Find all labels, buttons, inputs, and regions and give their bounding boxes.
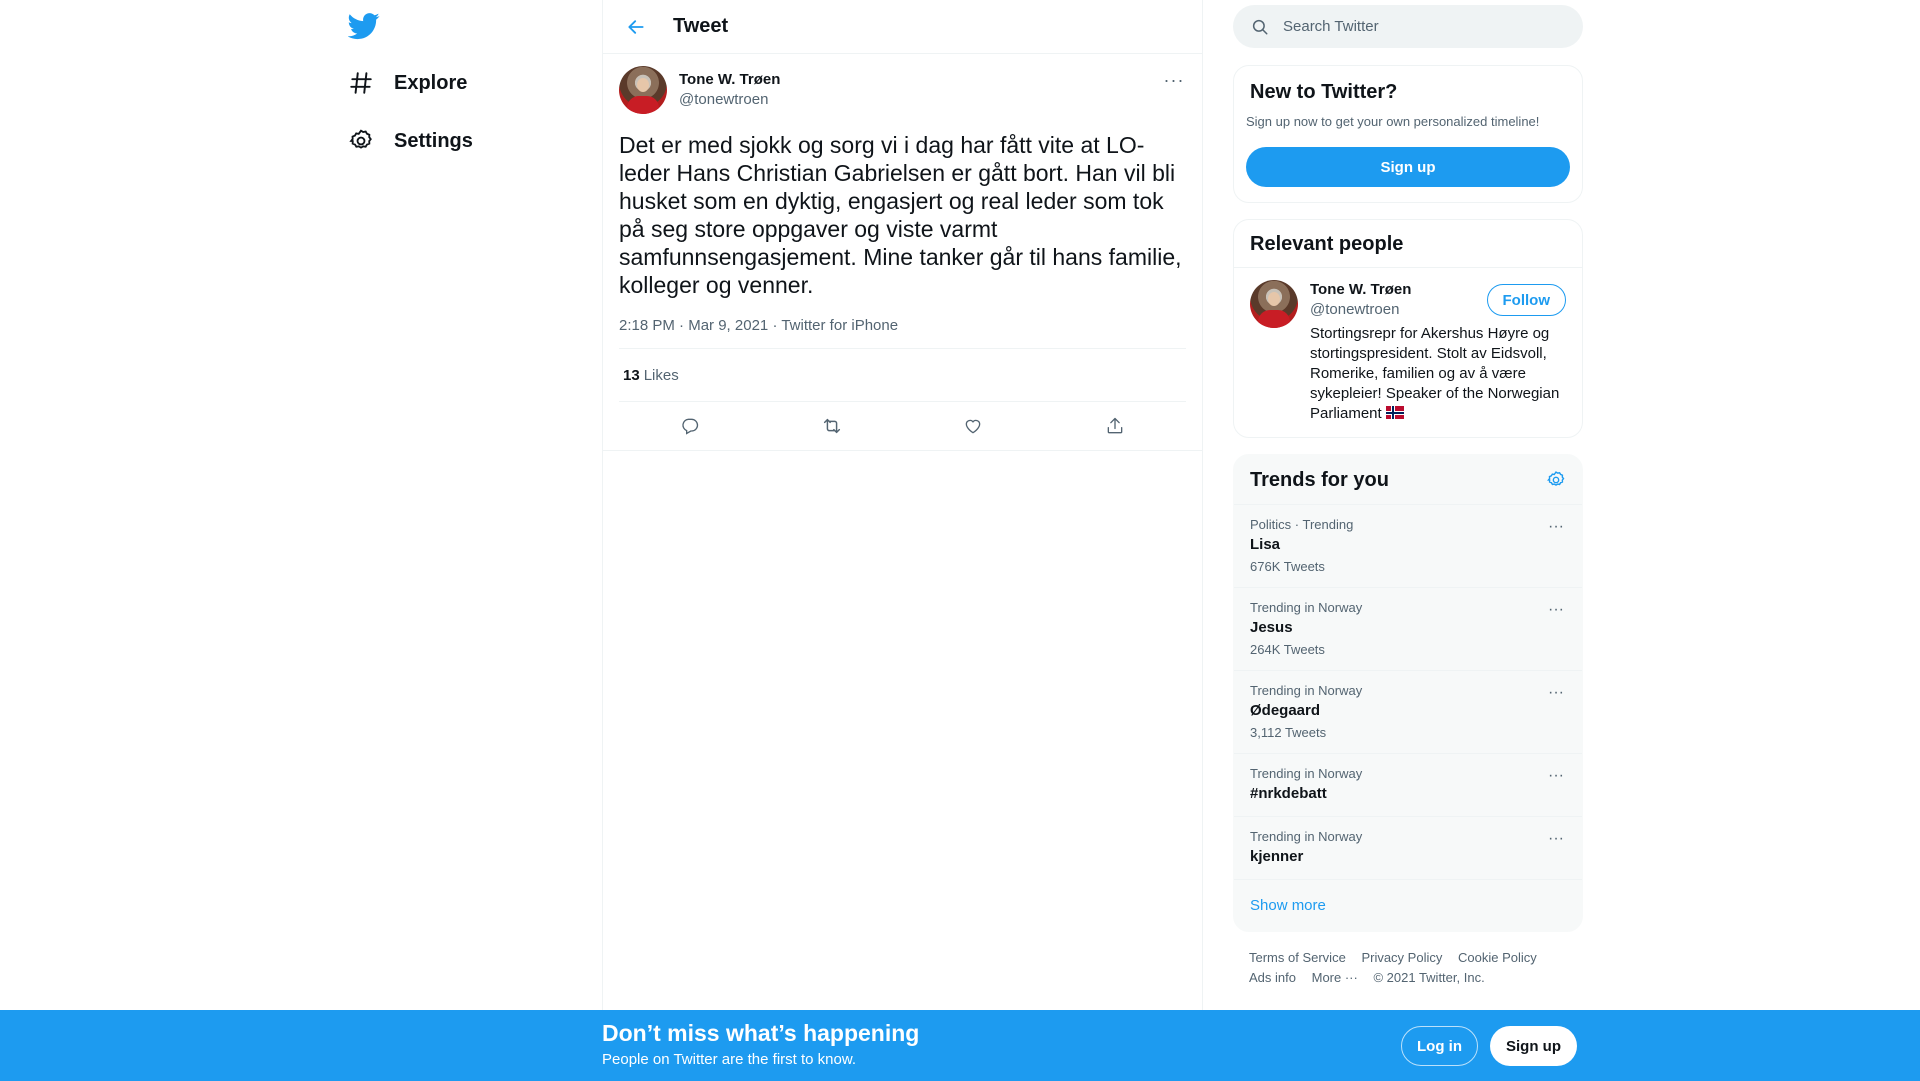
likes-stat[interactable] <box>619 349 1186 402</box>
more-icon[interactable]: ··· <box>1548 830 1564 847</box>
card-subtitle: Sign up now to get your own personalized timeline! <box>1246 114 1540 129</box>
more-icon[interactable]: ··· <box>1548 684 1564 701</box>
card-title: Trends for you <box>1250 469 1389 491</box>
trend-name: Jesus <box>1250 619 1293 636</box>
footer-link[interactable]: Ads info <box>1249 970 1296 985</box>
hashtag-icon <box>348 70 374 96</box>
bottom-bar-subtitle: People on Twitter are the first to know. <box>602 1051 857 1068</box>
trend-name: Ødegaard <box>1250 702 1321 719</box>
nav-item-label: Settings <box>394 129 473 152</box>
bottom-signup-bar <box>0 1010 1920 1081</box>
footer-link[interactable]: Terms of Service <box>1249 950 1346 965</box>
tweet-meta: 2:18 PM · Mar 9, 2021 · Twitter for iPhone <box>619 316 1186 349</box>
like-icon[interactable] <box>956 409 990 443</box>
gear-icon[interactable] <box>1544 468 1568 492</box>
back-arrow-icon[interactable] <box>619 10 653 44</box>
footer-link[interactable]: More ··· <box>1311 970 1358 985</box>
trend-context: Politics · Trending <box>1250 517 1354 532</box>
trend-context: Trending in Norway <box>1250 829 1363 844</box>
copyright: © 2021 Twitter, Inc. <box>1373 970 1485 985</box>
nav-item-label: Explore <box>394 71 468 94</box>
avatar[interactable] <box>619 66 667 114</box>
tweet-source[interactable]: Twitter for iPhone <box>781 317 899 334</box>
show-more-link[interactable]: Show more <box>1250 897 1326 914</box>
author-name[interactable]: Tone W. Trøen <box>679 71 781 88</box>
card-title: Relevant people <box>1250 233 1404 255</box>
trend-count: 676K Tweets <box>1250 559 1325 574</box>
trend-context: Trending in Norway <box>1250 766 1363 781</box>
tweet-author <box>619 66 1186 116</box>
trend-item[interactable] <box>1234 754 1582 817</box>
sign-up-button[interactable]: Sign up <box>1490 1026 1577 1066</box>
trend-item[interactable] <box>1234 671 1582 754</box>
trend-name: Lisa <box>1250 536 1281 553</box>
trend-context: Trending in Norway <box>1250 600 1363 615</box>
trend-name: kjenner <box>1250 848 1304 865</box>
card-title: New to Twitter? <box>1250 81 1398 103</box>
avatar[interactable] <box>1250 280 1298 328</box>
norway-flag-icon <box>1386 406 1404 419</box>
share-icon[interactable] <box>1098 409 1132 443</box>
tweet-date[interactable]: Mar 9, 2021 <box>688 317 769 334</box>
new-to-twitter-card <box>1233 65 1583 203</box>
more-icon[interactable]: ··· <box>1548 767 1564 784</box>
tweet-column <box>602 0 1203 1010</box>
likes-label: Likes <box>643 366 679 384</box>
person-bio: Stortingsrepr for Akershus Høyre og stortingspresident. Stolt av Eidsvoll, Romerike, familien og av å være sykepleier! Speaker of the Norwegian Parliament <box>1310 325 1560 422</box>
likes-count: 13 <box>623 366 640 384</box>
person-name[interactable]: Tone W. Trøen <box>1310 281 1412 298</box>
tweet-header <box>603 0 1202 54</box>
more-icon[interactable]: ··· <box>1163 69 1185 90</box>
relevant-people-card <box>1233 219 1583 438</box>
sign-up-button[interactable]: Sign up <box>1246 147 1570 187</box>
search-input[interactable] <box>1283 18 1563 35</box>
more-icon[interactable]: ··· <box>1548 518 1564 535</box>
footer-links <box>1249 948 1579 988</box>
retweet-icon[interactable] <box>815 409 849 443</box>
search-box[interactable] <box>1233 5 1583 48</box>
tweet-time[interactable]: 2:18 PM <box>619 317 675 334</box>
footer-link[interactable]: Privacy Policy <box>1361 950 1443 965</box>
person-item[interactable] <box>1234 268 1582 436</box>
trend-count: 3,112 Tweets <box>1250 725 1327 740</box>
twitter-bird-icon[interactable] <box>348 10 380 42</box>
search-icon <box>1251 17 1271 37</box>
trend-name: #nrkdebatt <box>1250 785 1327 802</box>
tweet-actions <box>619 402 1186 450</box>
trend-item[interactable] <box>1234 817 1582 880</box>
more-icon[interactable]: ··· <box>1548 601 1564 618</box>
footer-link[interactable]: Cookie Policy <box>1457 950 1537 965</box>
trend-count: 264K Tweets <box>1250 642 1325 657</box>
gear-icon <box>348 128 374 154</box>
reply-icon[interactable] <box>673 409 707 443</box>
log-in-button[interactable]: Log in <box>1401 1026 1478 1066</box>
nav-item-settings[interactable] <box>348 119 473 163</box>
person-handle[interactable]: @tonewtroen <box>1310 301 1400 318</box>
trends-card <box>1233 454 1583 932</box>
follow-button[interactable]: Follow <box>1487 284 1567 316</box>
trend-item[interactable] <box>1234 505 1582 588</box>
nav-item-explore[interactable] <box>348 61 467 105</box>
author-handle[interactable]: @tonewtroen <box>679 91 769 108</box>
trend-context: Trending in Norway <box>1250 683 1363 698</box>
bottom-bar-title: Don’t miss what’s happening <box>602 1020 920 1046</box>
trend-item[interactable] <box>1234 588 1582 671</box>
page-title: Tweet <box>673 15 729 37</box>
tweet-text: Det er med sjokk og sorg vi i dag har fått vite at LO-leder Hans Christian Gabrielsen er gått bort. Han vil bli husket som en dyktig, engasjert og real leder som tok på seg store oppgaver og viste varmt samfunnsengasjement. Mine tanker går til hans familie, kolleger og venner. <box>619 132 1182 298</box>
tweet <box>603 54 1202 451</box>
